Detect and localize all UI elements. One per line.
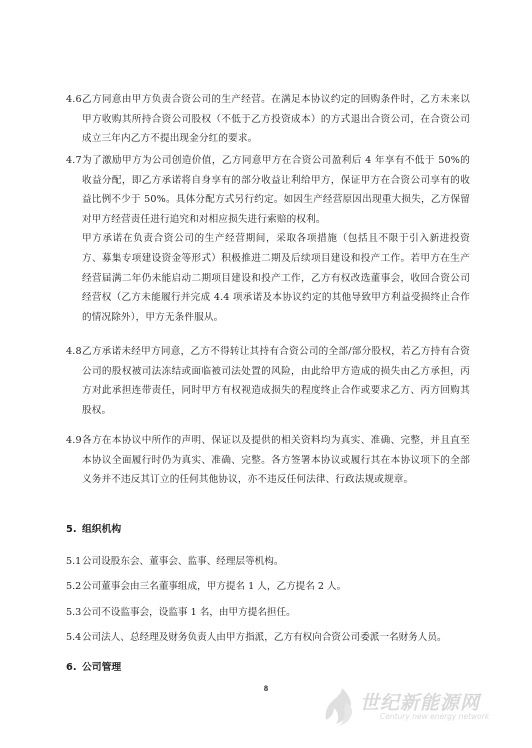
section-title: 公司管理 bbox=[82, 662, 122, 673]
clause-number: 5.4 bbox=[66, 632, 82, 643]
watermark-logo bbox=[320, 684, 510, 730]
clause-number: 5.1 bbox=[66, 556, 82, 567]
section-heading-6 bbox=[66, 659, 121, 677]
clause-5-3 bbox=[66, 604, 296, 622]
clause-number: 5.3 bbox=[66, 607, 82, 618]
clause-text: 公司不设监事会，设监事 1 名，由甲方提名担任。 bbox=[82, 607, 296, 618]
clause-5-1 bbox=[66, 553, 283, 571]
watermark-subtitle: Century new energy network bbox=[380, 712, 490, 721]
clause-text: 乙方同意由甲方负责合资公司的生产经营。在满足本协议约定的回购条件时，乙方未来以甲方收购其所持合资公司股权（不低于乙方投资成本）的方式退出合资公司，在合资公司成立三年内乙方不提出现金分红的要求。 bbox=[82, 94, 470, 145]
clause-text: 乙方承诺未经甲方同意，乙方不得转让其持有合资公司的全部/部分股权，若乙方持有合资公司的股权被司法冻结或面临被司法处置的风险，由此给甲方造成的损失由乙方承担，丙方对此承担连带责任，同时甲方有权视造成损失的程度终止合作或要求乙方、丙方回购其股权。 bbox=[82, 346, 470, 416]
clause-4-7 bbox=[66, 151, 470, 327]
clause-text: 公司法人、总经理及财务负责人由甲方指派，乙方有权向合资公司委派一名财务人员。 bbox=[82, 632, 447, 643]
clause-4-8 bbox=[66, 342, 470, 420]
clause-number: 4.9 bbox=[66, 435, 82, 446]
clause-text: 为了激励甲方为公司创造价值，乙方同意甲方在合资公司盈利后 4 年享有不低于 50%的收益分配，即乙方承诺将自身享有的部分收益让利给甲方，保证甲方在合资公司享有的收益比例不少于 50%。具体分配方式另行约定。如因生产经营原因出现重大损失，乙方保留对甲方经营责任进行追究和对相应损失进行索赔的权利。 bbox=[82, 155, 470, 225]
clause-text-continued: 甲方承诺在负责合资公司的生产经营期间，采取各项措施（包括且不限于引入新进投资方、募集专项建设资金等形式）积极推进二期及后续项目建设和投产工作。若甲方在生产经营届满二年仍未能启动二期项目建设和投产工作，乙方有权改选董事会，收回合资公司经营权（乙方未能履行并完成 4.4 项承诺及本协议约定的其他导致甲方利益受损终止合作的情况除外），甲方无条件服从。 bbox=[82, 233, 470, 323]
clause-text: 公司董事会由三名董事组成，甲方提名 1 人，乙方提名 2 人。 bbox=[82, 581, 347, 592]
clause-text: 各方在本协议中所作的声明、保证以及提供的相关资料均为真实、准确、完整，并且直至本协议全面履行时仍为真实、准确、完整。各方签署本协议或履行其在本协议项下的全部义务并不违反其订立的任何其他协议，亦不违反任何法律、行政法规或规章。 bbox=[82, 435, 470, 486]
section-number: 5. bbox=[66, 524, 77, 535]
clause-number: 4.8 bbox=[66, 346, 82, 357]
watermark-title: 世纪新能源网 bbox=[360, 692, 481, 714]
clause-4-6 bbox=[66, 90, 470, 149]
page-number: 8 bbox=[263, 683, 269, 693]
section-heading-5 bbox=[66, 521, 121, 539]
clause-5-2 bbox=[66, 578, 346, 596]
section-title: 组织机构 bbox=[82, 524, 122, 535]
clause-4-9 bbox=[66, 431, 470, 490]
section-number: 6. bbox=[66, 662, 77, 673]
clause-number: 4.7 bbox=[66, 155, 82, 166]
clause-number: 5.2 bbox=[66, 581, 82, 592]
clause-text: 公司设股东会、董事会、监事、经理层等机构。 bbox=[82, 556, 284, 567]
clause-number: 4.6 bbox=[66, 94, 82, 105]
clause-5-4 bbox=[66, 629, 447, 647]
